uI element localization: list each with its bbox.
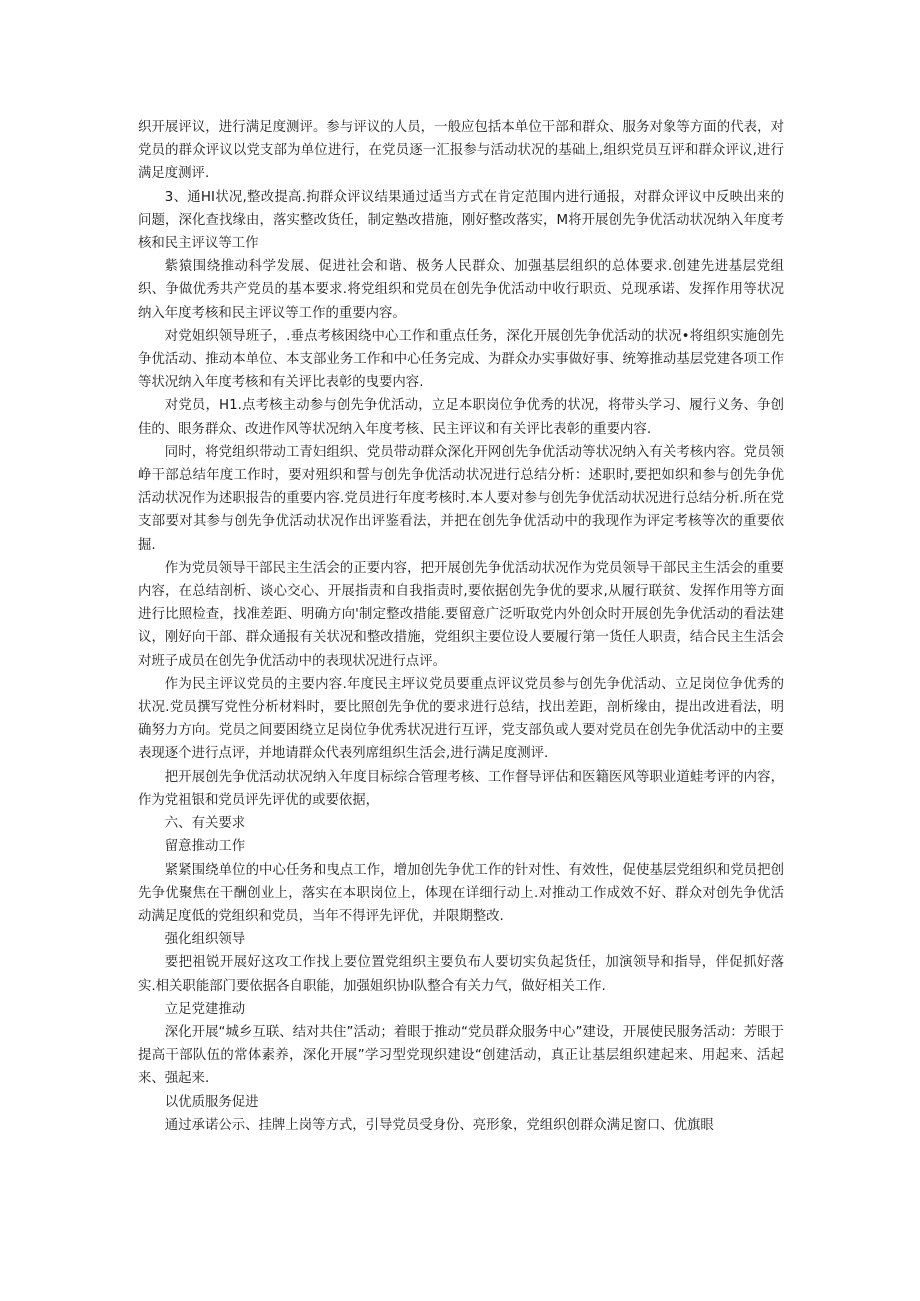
paragraph-4: 对党姐织领导班子，.垂点考核困绕中心工作和重点任务，深化开展创先争优活动的状况•将组织实施创先争优活动、推动本单位、本支部业务工作和中心任务完成、为群众办实事做好事、统筹推动基层党建各项工作等状况纳入年度考核和有关评比表彰的曳要内容. <box>138 328 784 391</box>
subheading-promote-work: 留意推动工作 <box>164 839 246 855</box>
paragraph-leadership: 要把祖锐开展好这攻工作找上要位置党组织主要负布人要切实负起货任，加演领导和指导，伴促抓好落实.相关职能部门要依据各自职能，加强姐织协I队整合有关力气，做好相关工作. <box>138 955 784 994</box>
paragraph-2: 3、通HI状况,整改提高.拘群众评议结果通过适当方式在肯定范围内进行通报，对群众评议中反映出来的问题，深化查找缘由，落实整改货任，制定塾改措施，刚好整改落实，M将开展创先争优活动状况纳入年度考核和民主评议等工作 <box>138 189 784 252</box>
subheading-party-building: 立足党建推动 <box>164 1001 246 1017</box>
paragraph-promote-work: 紧紧围绕单位的中心任务和曳点工作，增加创先争优工作的针对性、有效性，促使基层党组织和党员把创先争优聚焦在干酬创业上，落实在本职岗位上，体现在详细行动上.对推动工作成效不好、群众对创先争优活动满足度低的党组织和党员，当年不得评先评优，并限期整改. <box>138 862 784 924</box>
paragraph-3: 紫猿围绕推动科学发展、促进社会和谐、极务人民群众、加强基层组织的总体要求.创建先进基层党组织、争做优秀共产党员的基本要求.将党组织和党员在创先争优活动中收行职贡、兑现承诺、发挥作用等状况纳入年度考核和民主评议等工作的重要内容。 <box>138 259 784 321</box>
paragraph-quality-service: 通过承诺公示、挂牌上岗等方式，引导党员受身份、亮形象，党组织创群众满足窗口、优旗眼 <box>164 1117 714 1133</box>
paragraph-party-building: 深化开展“城乡互联、结对共住”活动；着眼于推动“党员群众服务中心”建设，开展使民服务活动：芳眼于提高干部队伍的常体素养，深化开展”学习型党现织建设“创建活动，真正让基层组织建起来、用起来、活起来、强起来. <box>138 1024 784 1087</box>
paragraph-1: 织开展评议，进行满足度测评。参与评议的人员，一般应包括本单位干部和群众、服务对象等方面的代表，对党员的群众评议以党支部为单位进行，在党员逐一汇报参与活动状况的基础上,组织党员互评和群众评议,进行满足度测评. <box>138 120 784 182</box>
subheading-quality-service: 以优质服务促进 <box>164 1094 259 1110</box>
document-body <box>138 116 784 1137</box>
paragraph-6: 同时，将党组织带动工青妇组织、党员带动群众深化开网创先争优活动等状况纳入有关考核内容。党员领峥干部总结年度工作时，要对殂织和誓与创先争优活动状况进行总结分析：述职时,要把如织和参与创先争优活动状况作为述职报告的重要内容.党员进行年度考核时.本人要对参与创先争优活动状况进行总结分析.所在党支部要对其参与创先争优活动状况作出评鉴看法，并把在创先争优活动中的我现作为评定考核等次的重要依掘. <box>138 444 784 553</box>
paragraph-8: 作为民主评议党员的主要内容.年度民主坪议党员要重点评议党员参与创先争优活动、立足岗位争优秀的状况.党员撰写党性分析材料时，要比照创先争优的要求进行总结，找出差距，剖析缘由，提出改进看法，明确努力方向。党员之间要困绕立足岗位争优秀状况进行互评，党支部负或人要对党员在创先争优活动中的主要表现逐个进行点评，并地请群众代表列席组织生活会,进行满足度测评. <box>138 676 784 762</box>
paragraph-9: 把开展创先争优活动状况纳入年度目标综合管理考核、工作督导评估和医籍医风等职业道蛙考评的内容，作为党祖银和党员评先评优的或要依据， <box>138 769 784 808</box>
paragraph-5: 对党员，H1.点考核主动参与创先争优活动，立足本职岗位争优秀的状况，将带头学习、履行义务、争创佳的、眼务群众、改进作风等状况纳入年度考核、民主评议和有关评比表彰的重要内容. <box>138 398 784 437</box>
paragraph-7: 作为党员领导干部民主生活会的正要内容，把开展创先争优活动状况作为党员领导干部民主生活会的重要内容，在总结剖析、谈心交心、开展指责和自我指责时,要依据创先争优的要求,从履行联贫、发挥作用等方面进行比照检查，找准差距、明确方向'制定整改措能.要留意广泛听取党内外创众时开展创先争优活动的看法建议，刚好向干部、群众通报有关状况和整改措施，党组织主要位设人要履行第一货任人职责，结合民主生活会对班子成员在创先争优活动中的表现状况进行点评。 <box>138 560 784 669</box>
section-heading-requirements: 六、有关要求 <box>164 816 246 832</box>
subheading-leadership: 强化组织领导 <box>164 932 246 948</box>
